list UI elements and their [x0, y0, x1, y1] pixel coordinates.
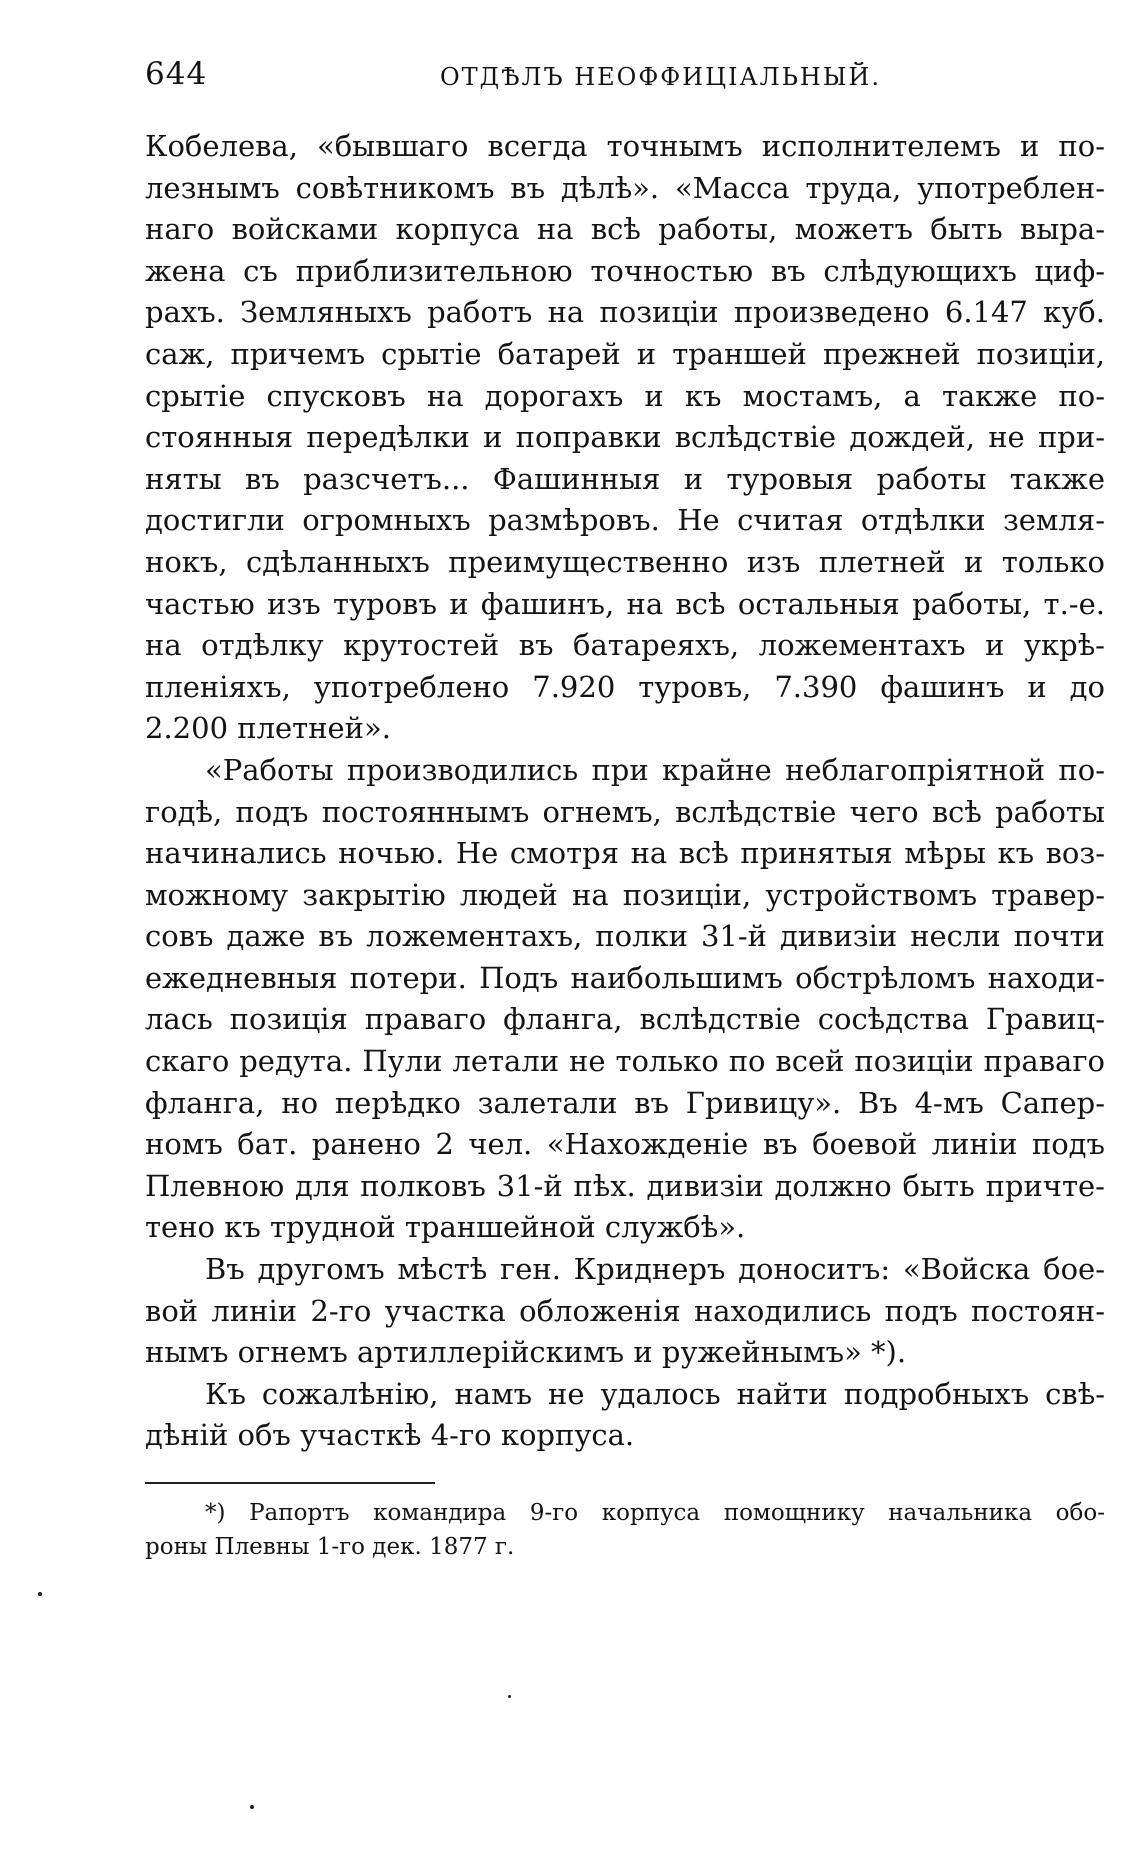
text-line: ежедневныя потери. Подъ наибольшимъ обстрѣломъ находи- — [145, 960, 1105, 995]
text-line: няты въ разсчетъ... Фашинныя и туровыя работы также — [145, 461, 1105, 496]
text-line: скаго редута. Пули летали не только по всей позиціи праваго — [145, 1044, 1105, 1079]
text-line: жена съ приблизительною точностью въ слѣдующихъ циф- — [145, 253, 1105, 288]
text-line: фланга, но перѣдко залетали въ Гривицу». Въ 4-мъ Сапер- — [145, 1085, 1105, 1120]
text-line: лезнымъ совѣтникомъ въ дѣлѣ». «Масса труда, употреблен- — [145, 170, 1105, 205]
main-text — [145, 126, 1105, 1457]
text-line: достигли огромныхъ размѣровъ. Не считая отдѣлки земля- — [145, 503, 1105, 538]
text-line: Кобелева, «бывшаго всегда точнымъ исполнителемъ и по- — [145, 129, 1105, 163]
text-line: срытіе спусковъ на дорогахъ и къ мостамъ, а также по- — [145, 378, 1105, 413]
text-line: 2.200 плетней». — [145, 711, 391, 746]
text-line: Плевною для полковъ 31-й пѣх. дивизіи должно быть причте- — [145, 1168, 1105, 1203]
text-line: наго войсками корпуса на всѣ работы, можетъ быть выра- — [145, 212, 1105, 247]
text-line: лась позиція праваго фланга, вслѣдствіе сосѣдства Гравиц- — [145, 1002, 1105, 1037]
footnote — [145, 1496, 1105, 1564]
text-line: дѣній объ участкѣ 4-го корпуса. — [145, 1418, 635, 1453]
paragraph-start: «Работы производились при крайне неблагопріятной по- — [205, 752, 1105, 787]
text-line: нымъ огнемъ артиллерійскимъ и ружейнымъ» *). — [145, 1335, 907, 1370]
text-line: вой линіи 2-го участка обложенія находились подъ постоян- — [145, 1293, 1105, 1328]
scan-speck — [508, 1695, 511, 1698]
text-line: нокъ, сдѣланныхъ преимущественно изъ плетней и только — [145, 544, 1105, 579]
text-line: можному закрытію людей на позиціи, устройствомъ травер- — [145, 877, 1105, 912]
footnote-rule — [145, 1482, 435, 1484]
text-line: на отдѣлку крутостей въ батареяхъ, ложементахъ и укрѣ- — [145, 628, 1105, 663]
scan-speck — [38, 1592, 42, 1596]
running-head: ОТДѢЛЪ НЕОФФИЦІАЛЬНЫЙ. — [440, 63, 881, 91]
text-line: частью изъ туровъ и фашинъ, на всѣ остальныя работы, т.-е. — [145, 586, 1105, 621]
text-line: пленіяхъ, употреблено 7.920 туровъ, 7.390 фашинъ и до — [145, 669, 1105, 704]
text-line: номъ бат. ранено 2 чел. «Нахожденіе въ боевой линіи подъ — [145, 1127, 1105, 1162]
footnote-line: роны Плевны 1-го дек. 1877 г. — [145, 1534, 515, 1560]
footnote-line: *) Рапортъ командира 9-го корпуса помощнику начальника обо- — [205, 1500, 1105, 1526]
scan-speck — [250, 1805, 254, 1809]
text-line: саж, причемъ срытіе батарей и траншей прежней позиціи, — [145, 336, 1105, 371]
text-line: рахъ. Земляныхъ работъ на позиціи произведено 6.147 куб. — [145, 295, 1105, 330]
text-line: стоянныя передѣлки и поправки вслѣдствіе дождей, не при- — [145, 420, 1105, 455]
text-line: годѣ, подъ постояннымъ огнемъ, вслѣдствіе чего всѣ работы — [145, 794, 1105, 829]
text-line: совъ даже въ ложементахъ, полки 31-й дивизіи несли почти — [145, 919, 1105, 954]
paragraph-start: Въ другомъ мѣстѣ ген. Криднеръ доноситъ: «Войска бое- — [205, 1252, 1105, 1287]
paragraph-start: Къ сожалѣнію, намъ не удалось найти подробныхъ свѣ- — [205, 1376, 1105, 1411]
text-line: начинались ночью. Не смотря на всѣ принятыя мѣры къ воз- — [145, 836, 1105, 871]
text-line: тено къ трудной траншейной службѣ». — [145, 1210, 746, 1245]
page-number: 644 — [145, 56, 208, 92]
